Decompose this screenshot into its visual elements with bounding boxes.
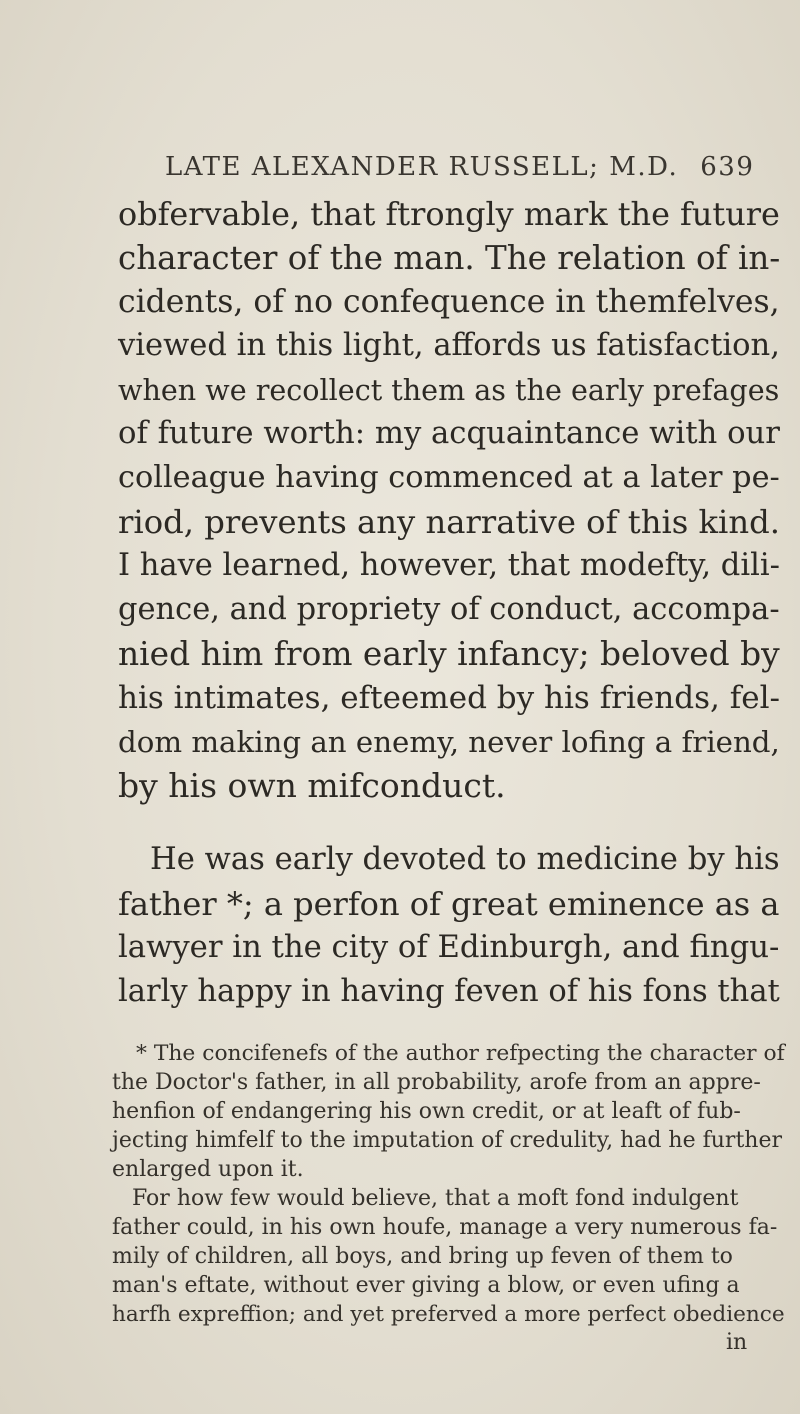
body-line: larly happy in having feven of his fons that — [118, 974, 780, 1009]
footnote-line: enlarged upon it. — [112, 1157, 304, 1182]
footnote-line: mily of children, all boys, and bring up feven of them to — [112, 1244, 733, 1269]
running-title: LATE ALEXANDER RUSSELL; M.D. — [165, 152, 679, 182]
footnote-line: father could, in his own houfe, manage a very numerous fa- — [112, 1215, 778, 1240]
body-line: obfervable, that ftrongly mark the future — [118, 195, 780, 233]
body-line: dom making an enemy, never lofing a friend, — [118, 725, 780, 759]
footnote-line: For how few would believe, that a moft fond indulgent — [132, 1186, 739, 1211]
footnote-line: man's eftate, without ever giving a blow, or even ufing a — [112, 1273, 740, 1298]
body-line: riod, prevents any narrative of this kind. — [118, 503, 780, 541]
body-line: colleague having commenced at a later pe- — [118, 460, 780, 495]
body-line: when we recollect them as the early prefages — [118, 373, 780, 407]
footnote-line: henfion of endangering his own credit, or at leaft of fub- — [112, 1099, 741, 1124]
body-line: by his own mifconduct. — [118, 766, 506, 805]
body-line: nied him from early infancy; beloved by — [118, 635, 780, 673]
catchword: in — [726, 1330, 748, 1355]
body-line: He was early devoted to medicine by his — [150, 842, 780, 877]
body-line: cidents, of no confequence in themfelves, — [118, 284, 780, 320]
body-line: father *; a perfon of great eminence as a — [118, 885, 780, 923]
running-header — [165, 152, 785, 182]
body-line: gence, and propriety of conduct, accompa- — [118, 592, 780, 627]
footnote-line: harfh expreffion; and yet preferved a more perfect obedience — [112, 1302, 785, 1327]
body-line: of future worth: my acquaintance with our — [118, 416, 780, 451]
footnote-line: the Doctor's father, in all probability, arofe from an appre- — [112, 1070, 761, 1095]
body-line: character of the man. The relation of in- — [118, 239, 781, 277]
body-line: lawyer in the city of Edinburgh, and fingu- — [118, 930, 780, 965]
body-line: his intimates, efteemed by his friends, fel- — [118, 680, 780, 716]
page-number: 639 — [700, 152, 755, 182]
body-line: viewed in this light, affords us fatisfaction, — [118, 328, 780, 363]
body-line: I have learned, however, that modefty, dili- — [118, 548, 780, 583]
footnote-line: * The concifenefs of the author refpecting the character of — [136, 1041, 785, 1066]
footnote-line: jecting himfelf to the imputation of credulity, had he further — [112, 1128, 782, 1153]
